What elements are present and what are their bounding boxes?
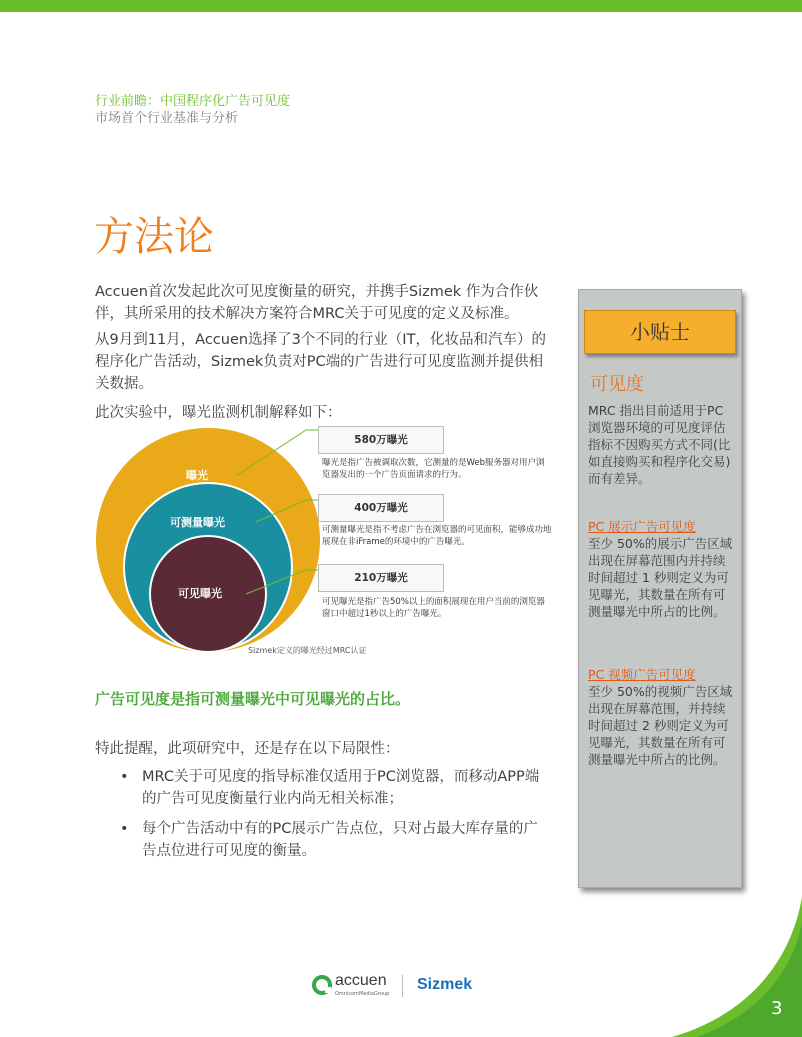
highlight-statement: 广告可见度是指可测量曝光中可见曝光的占比。 (95, 690, 411, 708)
page-number: 3 (771, 998, 783, 1019)
impression-diagram (96, 422, 552, 662)
circle-label-viewable: 可见曝光 (178, 587, 222, 600)
bullet-icon: • (120, 821, 129, 837)
circle-label-measurable: 可测量曝光 (170, 516, 225, 529)
logo-divider (402, 975, 403, 997)
box-measurable-desc: 可测量曝光是指不考虑广告在浏览器的可见面积，能够成功地展现在非iFrame的环境中的广告曝光。 (322, 525, 552, 547)
list-item (118, 766, 548, 810)
tips-sidebar (578, 289, 742, 888)
header-title: 行业前瞻：中国程序化广告可见度 (95, 94, 291, 109)
period-paragraph: 从9月到11月，Accuen选择了3个不同的行业（IT，化妆品和汽车）的程序化广告活动，Sizmek负责对PC端的广告进行可见度监测并提供相关数据。 (95, 332, 546, 392)
box-measurable-value: 400万曝光 (318, 494, 444, 522)
sizmek-logo: Sizmek (417, 976, 473, 993)
accuen-logo-subtext: OmnicomMediaGroup (335, 991, 390, 997)
experiment-paragraph: 此次实验中，曝光监测机制解释如下： (95, 405, 342, 421)
intro-paragraph: Accuen首次发起此次可见度衡量的研究，并携手Sizmek 作为合作伙伴，其所采用的技术解决方案符合MRC关于可见度的定义及标准。 (95, 284, 539, 322)
list-item (118, 818, 548, 862)
box-impression-desc: 曝光是指广告被调取次数，它测量的是Web服务器对用户浏览器发出的一个广告页面请求的行为。 (322, 458, 545, 480)
sidebar-intro: MRC 指出目前适用于PC 浏览器环境的可见度评估指标不因购买方式不同(比如直接购买和程序化交易)而有差异。 (588, 403, 731, 486)
box-impression-value: 580万曝光 (318, 426, 444, 454)
diagram-caption: Sizmek定义的曝光经过MRC认证 (248, 646, 367, 655)
top-accent-bar (0, 0, 802, 12)
tip-title-box: 小贴士 (584, 310, 736, 354)
bullet-text: 每个广告活动中有的PC展示广告点位，只对占最大库存量的广告点位进行可见度的衡量。 (142, 821, 538, 859)
sidebar-heading: 可见度 (590, 374, 644, 395)
sidebar-section-body: 至少 50%的展示广告区域出现在屏幕范围内并持续时间超过 1 秒则定义为可见曝光，其数量在所有可测量曝光中所占的比例。 (588, 536, 733, 619)
sidebar-section-title: PC 展示广告可见度 (588, 519, 696, 534)
accuen-logo-icon (311, 974, 333, 996)
corner-decoration (672, 897, 802, 1037)
sidebar-section-body: 至少 50%的视频广告区域出现在屏幕范围，并持续时间超过 2 秒则定义为可见曝光，其数量在所有可测量曝光中所占的比例。 (588, 684, 733, 767)
bullet-icon: • (120, 769, 129, 785)
reminder-paragraph: 特此提醒，此项研究中，还是存在以下局限性： (95, 741, 400, 757)
bullet-text: MRC关于可见度的指导标准仅适用于PC浏览器，而移动APP端的广告可见度衡量行业内尚无相关标准； (142, 769, 540, 807)
box-viewable-value: 210万曝光 (318, 564, 444, 592)
page-title: 方法论 (94, 214, 214, 260)
limitations-list (118, 766, 548, 870)
sidebar-section-title: PC 视频广告可见度 (588, 667, 696, 682)
accuen-logo-text: accuen (335, 972, 387, 989)
header-subtitle: 市场首个行业基准与分析 (95, 111, 239, 126)
box-viewable-desc: 可见曝光是指广告50%以上的面积展现在用户当前的浏览器窗口中超过1秒以上的广告曝光。 (322, 597, 545, 619)
circle-label-impression: 曝光 (186, 469, 208, 482)
